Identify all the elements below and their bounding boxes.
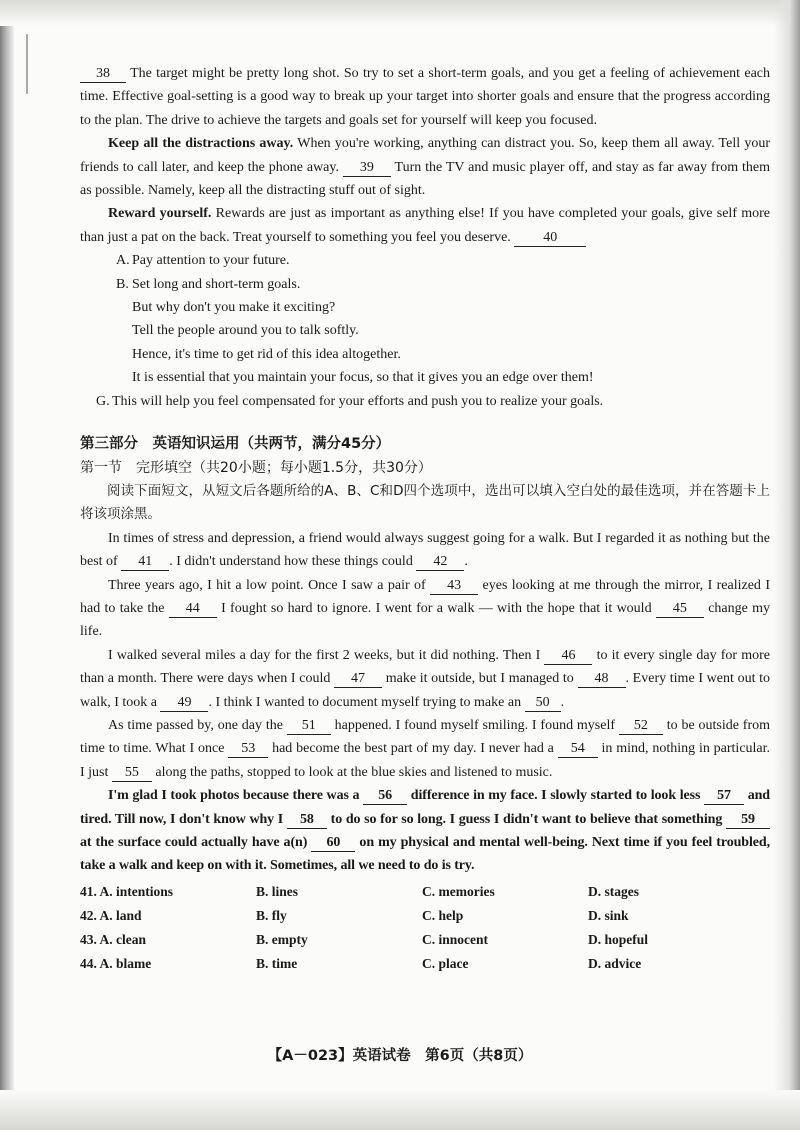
reading-paragraph-distractions: [80, 132, 770, 202]
option-b: B. Set long and short-term goals.: [116, 276, 301, 292]
blank-39: 39: [343, 160, 391, 177]
choice-row-44: 44. A. blame B. time C. place D. advice: [80, 955, 642, 971]
heading-reward: Reward yourself.: [108, 206, 212, 222]
blank-55: 55: [112, 765, 152, 782]
cloze-paragraph-3: I walked several miles a day for the first 2 weeks, but it did nothing. Then I 46 to it every single day for more than a month. There were days when I could 47 make it outside, but I managed to 48 . Every time I went out to walk, I took a 49 . I think I wanted to document myself trying to make an 50 .: [80, 647, 771, 710]
reading-paragraph-38: [80, 62, 770, 132]
blank-41: 41: [121, 554, 169, 571]
reading-paragraph-reward: [80, 202, 770, 249]
reading-text-distractions-b: Turn the TV and music player off, and stay as far away from them as possible. Namely, keep all the distracting stuff out of sight.: [80, 159, 770, 199]
blank-42: 42: [416, 554, 464, 571]
part3-title: 第三部分 英语知识运用（共两节，满分45分）: [80, 436, 391, 453]
scan-shadow-right: [774, 0, 800, 1130]
heading-distractions: Keep all the distractions away.: [108, 136, 294, 152]
blank-43: 43: [430, 578, 478, 595]
cloze-instruction: 阅读下面短文，从短文后各题所给的A、B、C和D四个选项中，选出可以填入空白处的最佳选项，并在答题卡上将该项涂黑。: [80, 482, 770, 523]
blank-48: 48: [578, 671, 626, 688]
option-e: Hence, it's time to get rid of this idea altogether.: [132, 346, 401, 362]
blank-59: 59: [726, 812, 770, 829]
page-footer: 【A－023】英语试卷 第6页（共8页）: [267, 1048, 533, 1064]
blank-40: 40: [514, 230, 586, 247]
blank-58: 58: [287, 812, 327, 829]
blank-50: 50: [525, 695, 561, 712]
reading-text-38: The target might be pretty long shot. So try to set a short-term goals, and you get a feeling of achievement each time. Effective goal-setting is a good way to break up your target into shorter goals and ensure that the progress according to the plan. The drive to achieve the targets and goals set for yourself will keep you focused.: [80, 66, 771, 128]
choice-row-41: 41. A. intentions B. lines C. memories D. stages: [80, 883, 639, 899]
blank-44: 44: [169, 601, 217, 618]
scan-artifact: [26, 34, 28, 94]
option-c: But why don't you make it exciting?: [132, 300, 336, 316]
option-g: G. This will help you feel compensated for your efforts and push you to realize your goals.: [96, 393, 604, 409]
blank-49: 49: [160, 695, 208, 712]
blank-51: 51: [287, 718, 331, 735]
blank-47: 47: [334, 671, 382, 688]
cloze-paragraph-2: Three years ago, I hit a low point. Once I saw a pair of 43 eyes looking at me through the mirror, I realized I had to take the 44 I fought so hard to ignore. I went for a walk — with the hope that it would 45 change my life.: [80, 577, 771, 640]
blank-52: 52: [619, 718, 663, 735]
answer-choices: [80, 880, 770, 976]
blank-53: 53: [228, 741, 268, 758]
choice-row-43: 43. A. clean B. empty C. innocent D. hopeful: [80, 931, 649, 947]
blank-60: 60: [311, 835, 355, 852]
blank-45: 45: [656, 601, 704, 618]
exam-page-content: [80, 62, 770, 976]
scan-shadow-left: [0, 0, 14, 1130]
cloze-paragraph-4: As time passed by, one day the 51 happened. I found myself smiling. I found myself 52 to be outside from time to time. What I once 53 had become the best part of my day. I never had a 54 in mind, nothing in particular. I just 55 along the paths, stopped to look at the blue skies and listened to music.: [80, 717, 771, 780]
reading-options: [80, 249, 770, 413]
scan-shadow-bottom: [0, 1090, 800, 1130]
option-f: It is essential that you maintain your focus, so that it gives you an edge over them!: [132, 370, 594, 386]
option-a: A. Pay attention to your future.: [116, 253, 290, 269]
option-d: Tell the people around you to talk softly.: [132, 323, 359, 339]
choice-row-42: 42. A. land B. fly C. help D. sink: [80, 907, 629, 923]
blank-57: 57: [704, 788, 744, 805]
cloze-paragraph-1: In times of stress and depression, a friend would always suggest going for a walk. But I regarded it as nothing but the best of 41 . I didn't understand how these things could 42 .: [80, 530, 770, 570]
blank-56: 56: [363, 788, 407, 805]
blank-46: 46: [544, 648, 592, 665]
reading-text-reward: Rewards are just as important as anything else! If you have completed your goals, give self more than just a pat on the back. Treat yourself to something you feel you deserve.: [80, 206, 770, 245]
blank-38: 38: [80, 66, 126, 83]
scan-shadow-top: [0, 0, 800, 26]
blank-54: 54: [558, 741, 598, 758]
cloze-paragraph-5: I'm glad I took photos because there was a 56 difference in my face. I slowly started to look less 57 and tired. Till now, I don't know why I 58 to do so for so long. I guess I didn't want to believe that something 59 at the surface could actually have a(n) 60 on my physical and mental well-being. Next time if you feel troubled, take a walk and keep on with it. Sometimes, all we need to do is try.: [80, 788, 770, 874]
reading-text-distractions-a: When you're working, anything can distract you. So, keep them all away. Tell your friends to call later, and keep the phone away.: [80, 136, 770, 175]
section1-title: 第一节 完形填空（共20小题；每小题1.5分，共30分）: [80, 459, 432, 476]
